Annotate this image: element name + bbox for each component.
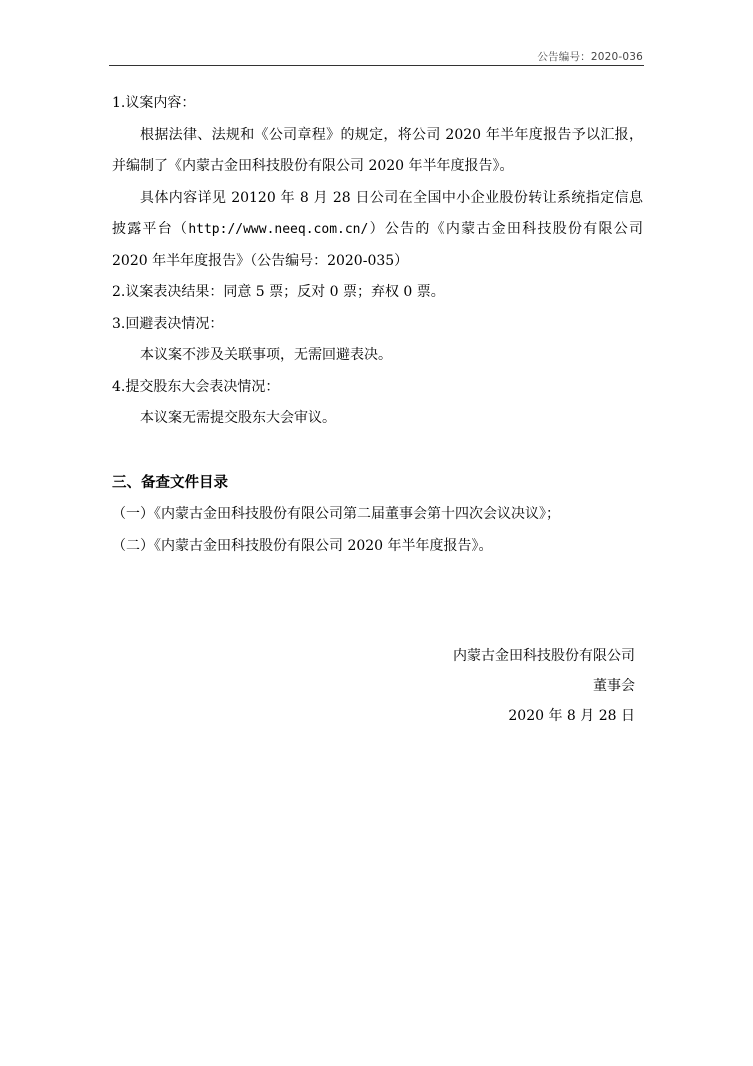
signature-date: 2020 年 8 月 28 日: [508, 708, 635, 724]
motion-content-paragraph-2-tail: ）公告的《内蒙古金田科技股份有限公司 2020 年半年度报告》（公告编号：2020-035）: [112, 221, 644, 269]
vote-result: 2.议案表决结果：同意 5 票；反对 0 票；弃权 0 票。: [112, 284, 445, 300]
motion-content-paragraph-1: 根据法律、法规和《公司章程》的规定，将公司 2020 年半年度报告予以汇报，并编制了《内蒙古金田科技股份有限公司 2020 年半年度报告》。: [112, 126, 643, 174]
signature-company: 内蒙古金田科技股份有限公司: [453, 648, 635, 664]
header-divider: [109, 65, 644, 66]
motion-content-paragraph-2-lead: 具体内容详见 20120 年 8 月 28 日公司在全国中小企业股份转让系统指定信息披露平台（: [112, 189, 643, 237]
recusal-text: 本议案不涉及关联事项，无需回避表决。: [140, 347, 392, 363]
shareholder-meeting-text: 本议案无需提交股东大会审议。: [140, 410, 336, 426]
motion-content-heading: 1.议案内容：: [112, 95, 196, 111]
references-title: 三、备查文件目录: [112, 474, 228, 491]
reference-item: （二）《内蒙古金田科技股份有限公司 2020 年半年度报告》。: [112, 537, 493, 554]
document-body: [112, 88, 643, 562]
reference-item: （一）《内蒙古金田科技股份有限公司第二届董事会第十四次会议决议》；: [112, 506, 560, 522]
signature-board: 董事会: [593, 678, 635, 694]
signature-block: [453, 641, 635, 731]
recusal-heading: 3.回避表决情况：: [112, 315, 224, 332]
disclosure-platform-url: http://www.neeq.com.cn/: [188, 222, 369, 237]
shareholder-meeting-heading: 4.提交股东大会表决情况：: [112, 378, 280, 395]
notice-number: 公告编号：2020-036: [537, 51, 643, 63]
motion-content-paragraph-2: [112, 183, 643, 278]
